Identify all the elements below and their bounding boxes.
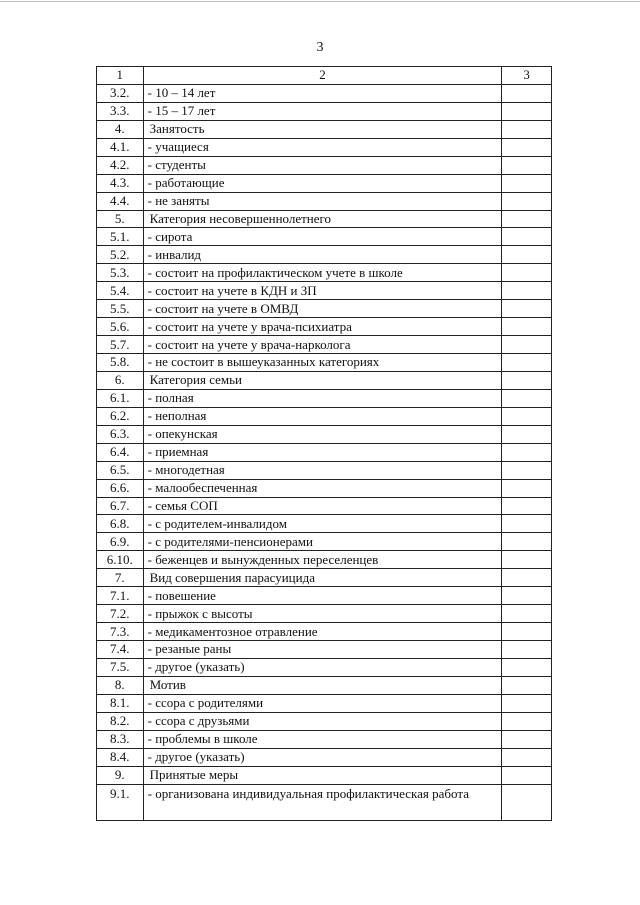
- row-number: 8.2.: [97, 712, 144, 730]
- row-value-cell: [502, 120, 552, 138]
- row-label: - неполная: [143, 407, 502, 425]
- row-number: 6.: [97, 371, 144, 389]
- table-row: [97, 515, 552, 533]
- table-row: [97, 174, 552, 192]
- row-label: - состоит на учете в КДН и ЗП: [143, 282, 502, 300]
- row-number: 8.4.: [97, 748, 144, 766]
- row-label: - повешение: [143, 587, 502, 605]
- row-number: 4.2.: [97, 156, 144, 174]
- row-label: - малообеспеченная: [143, 479, 502, 497]
- row-value-cell: [502, 569, 552, 587]
- table-row: [97, 425, 552, 443]
- row-label: - состоит на учете в ОМВД: [143, 300, 502, 318]
- row-number: 5.2.: [97, 246, 144, 264]
- row-value-cell: [502, 318, 552, 336]
- table-row: [97, 748, 552, 766]
- row-value-cell: [502, 551, 552, 569]
- row-label: Мотив: [143, 676, 502, 694]
- row-label: - семья СОП: [143, 497, 502, 515]
- row-value-cell: [502, 658, 552, 676]
- table-row: [97, 497, 552, 515]
- table-row: [97, 623, 552, 641]
- row-label: - не состоит в вышеуказанных категориях: [143, 354, 502, 372]
- table-section-row: [97, 676, 552, 694]
- row-value-cell: [502, 264, 552, 282]
- row-value-cell: [502, 84, 552, 102]
- row-number: 6.4.: [97, 443, 144, 461]
- row-value-cell: [502, 748, 552, 766]
- row-number: 6.2.: [97, 407, 144, 425]
- row-label: - работающие: [143, 174, 502, 192]
- row-label: - состоит на учете у врача-психиатра: [143, 318, 502, 336]
- row-value-cell: [502, 623, 552, 641]
- table-row: [97, 443, 552, 461]
- table-header-row: [97, 67, 552, 85]
- row-number: 5.5.: [97, 300, 144, 318]
- row-value-cell: [502, 497, 552, 515]
- row-value-cell: [502, 354, 552, 372]
- row-label: Принятые меры: [143, 766, 502, 784]
- table-row: [97, 84, 552, 102]
- row-number: 4.1.: [97, 138, 144, 156]
- row-number: 3.2.: [97, 84, 144, 102]
- row-label: - проблемы в школе: [143, 730, 502, 748]
- row-label: - многодетная: [143, 461, 502, 479]
- row-value-cell: [502, 300, 552, 318]
- table-section-row: [97, 120, 552, 138]
- table-row: [97, 479, 552, 497]
- row-value-cell: [502, 174, 552, 192]
- row-value-cell: [502, 587, 552, 605]
- row-number: 5.6.: [97, 318, 144, 336]
- row-number: 7.1.: [97, 587, 144, 605]
- row-label: - другое (указать): [143, 658, 502, 676]
- row-number: 9.1.: [97, 784, 144, 820]
- row-number: 8.3.: [97, 730, 144, 748]
- table-row: [97, 300, 552, 318]
- row-label: - организована индивидуальная профилактическая работа: [143, 784, 502, 820]
- row-label: - с родителем-инвалидом: [143, 515, 502, 533]
- column-header-2: 2: [143, 67, 502, 85]
- row-label: - с родителями-пенсионерами: [143, 533, 502, 551]
- table-row: [97, 102, 552, 120]
- page-top-edge: [0, 1, 640, 2]
- row-number: 4.4.: [97, 192, 144, 210]
- row-value-cell: [502, 461, 552, 479]
- table-row: [97, 641, 552, 659]
- row-label: - состоит на учете у врача-нарколога: [143, 336, 502, 354]
- table-row: [97, 228, 552, 246]
- column-header-1: 1: [97, 67, 144, 85]
- row-number: 8.1.: [97, 694, 144, 712]
- report-table: [96, 66, 552, 821]
- row-number: 6.1.: [97, 389, 144, 407]
- column-header-3: 3: [502, 67, 552, 85]
- table-row: [97, 551, 552, 569]
- table-row: [97, 605, 552, 623]
- row-value-cell: [502, 676, 552, 694]
- table-row: [97, 533, 552, 551]
- row-value-cell: [502, 712, 552, 730]
- row-number: 6.6.: [97, 479, 144, 497]
- table-row: [97, 282, 552, 300]
- row-value-cell: [502, 156, 552, 174]
- row-number: 6.5.: [97, 461, 144, 479]
- row-label: Категория несовершеннолетнего: [143, 210, 502, 228]
- row-value-cell: [502, 371, 552, 389]
- row-label: - резаные раны: [143, 641, 502, 659]
- table-row: [97, 407, 552, 425]
- row-label: Занятость: [143, 120, 502, 138]
- table-section-row: [97, 766, 552, 784]
- row-label: - приемная: [143, 443, 502, 461]
- row-label: - сирота: [143, 228, 502, 246]
- row-number: 4.: [97, 120, 144, 138]
- row-value-cell: [502, 425, 552, 443]
- table-row: [97, 246, 552, 264]
- row-label: - медикаментозное отравление: [143, 623, 502, 641]
- row-value-cell: [502, 282, 552, 300]
- row-number: 7.2.: [97, 605, 144, 623]
- row-value-cell: [502, 192, 552, 210]
- table-row: [97, 318, 552, 336]
- row-value-cell: [502, 479, 552, 497]
- table-section-row: [97, 371, 552, 389]
- table-row: [97, 192, 552, 210]
- table-row: [97, 336, 552, 354]
- row-number: 6.3.: [97, 425, 144, 443]
- row-number: 5.7.: [97, 336, 144, 354]
- row-label: - инвалид: [143, 246, 502, 264]
- table-row: [97, 264, 552, 282]
- row-value-cell: [502, 336, 552, 354]
- table-section-row: [97, 210, 552, 228]
- row-value-cell: [502, 533, 552, 551]
- row-value-cell: [502, 407, 552, 425]
- row-number: 8.: [97, 676, 144, 694]
- row-number: 4.3.: [97, 174, 144, 192]
- table-row: [97, 354, 552, 372]
- table-row: [97, 784, 552, 820]
- row-value-cell: [502, 138, 552, 156]
- row-value-cell: [502, 389, 552, 407]
- table-section-row: [97, 569, 552, 587]
- table-row: [97, 138, 552, 156]
- table-row: [97, 694, 552, 712]
- row-label: - опекунская: [143, 425, 502, 443]
- row-label: - учащиеся: [143, 138, 502, 156]
- row-number: 6.9.: [97, 533, 144, 551]
- row-value-cell: [502, 228, 552, 246]
- row-label: - ссора с родителями: [143, 694, 502, 712]
- row-number: 5.1.: [97, 228, 144, 246]
- row-value-cell: [502, 605, 552, 623]
- row-label: - 10 – 14 лет: [143, 84, 502, 102]
- table-row: [97, 658, 552, 676]
- table-row: [97, 389, 552, 407]
- row-value-cell: [502, 766, 552, 784]
- row-value-cell: [502, 694, 552, 712]
- row-label: - 15 – 17 лет: [143, 102, 502, 120]
- row-value-cell: [502, 515, 552, 533]
- row-number: 3.3.: [97, 102, 144, 120]
- row-value-cell: [502, 443, 552, 461]
- row-value-cell: [502, 246, 552, 264]
- row-number: 5.: [97, 210, 144, 228]
- row-value-cell: [502, 102, 552, 120]
- row-label: - другое (указать): [143, 748, 502, 766]
- page-number: 3: [316, 40, 324, 55]
- table-row: [97, 461, 552, 479]
- row-label: - состоит на профилактическом учете в школе: [143, 264, 502, 282]
- row-number: 5.4.: [97, 282, 144, 300]
- row-value-cell: [502, 210, 552, 228]
- row-label: - прыжок с высоты: [143, 605, 502, 623]
- row-label: - студенты: [143, 156, 502, 174]
- row-number: 7.4.: [97, 641, 144, 659]
- row-number: 7.3.: [97, 623, 144, 641]
- row-number: 9.: [97, 766, 144, 784]
- row-value-cell: [502, 784, 552, 820]
- row-number: 6.10.: [97, 551, 144, 569]
- table-row: [97, 156, 552, 174]
- row-number: 7.: [97, 569, 144, 587]
- row-value-cell: [502, 641, 552, 659]
- table-row: [97, 587, 552, 605]
- table-row: [97, 712, 552, 730]
- row-label: - ссора с друзьями: [143, 712, 502, 730]
- row-label: - полная: [143, 389, 502, 407]
- row-label: Категория семьи: [143, 371, 502, 389]
- row-label: - не заняты: [143, 192, 502, 210]
- row-label: - беженцев и вынужденных переселенцев: [143, 551, 502, 569]
- row-number: 5.8.: [97, 354, 144, 372]
- row-number: 7.5.: [97, 658, 144, 676]
- table-row: [97, 730, 552, 748]
- row-value-cell: [502, 730, 552, 748]
- row-label: Вид совершения парасуицида: [143, 569, 502, 587]
- row-number: 6.8.: [97, 515, 144, 533]
- row-number: 5.3.: [97, 264, 144, 282]
- row-number: 6.7.: [97, 497, 144, 515]
